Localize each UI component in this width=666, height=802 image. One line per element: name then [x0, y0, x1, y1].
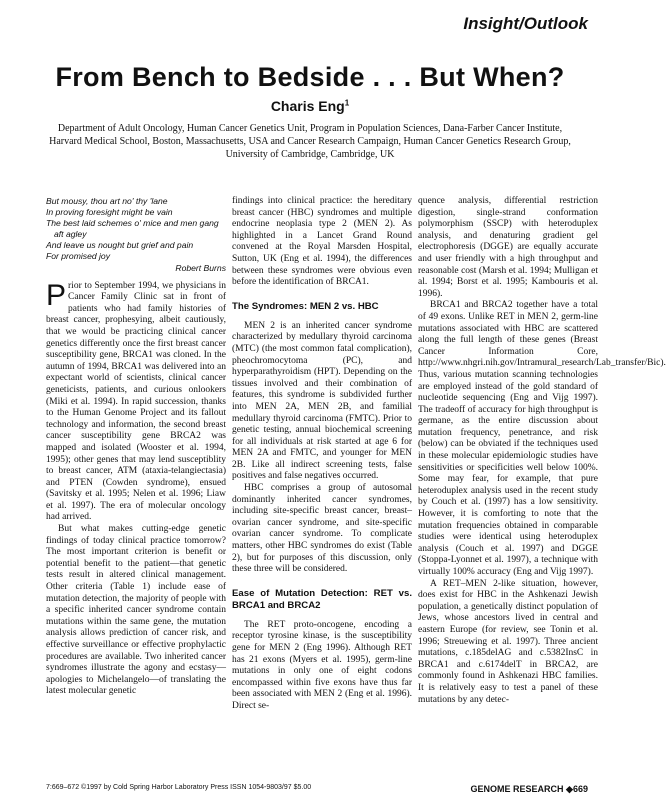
- author-affiliation: Department of Adult Oncology, Human Cancer Genetics Unit, Program in Population Sciences, Dana-Farber Cancer Institute, Harvard Medical School, Boston, Massachusetts, USA and Cancer Research Campaign, Human Cancer Genetics Research Group, University of Cambridge, Cambridge, UK: [49, 123, 571, 160]
- section-heading: The Syndromes: MEN 2 vs. HBC: [232, 300, 379, 312]
- intro-paragraph: [46, 278, 226, 524]
- article-title: From Bench to Bedside . . . But When?: [55, 62, 565, 92]
- column-2: [232, 196, 412, 713]
- footer-journal-page: GENOME RESEARCH ◆669: [470, 784, 588, 794]
- body-paragraph: A RET–MEN 2-like situation, however, does exist for HBC in the Ashkenazi Jewish population, a genetically distinct population of Jews, whose ancestors lived in central and eastern Europe (for review, see Tonin et al. 1996; Streuewing et al. 1997). Three ancient mutations, c.185delAG and c.5382InsC in BRCA1 and c.6174delT in BRCA2, are commonly found in Ashkenazi HBC families. It is relatively easy to test a panel of these mutations by any detec-: [418, 578, 598, 705]
- article-author: [0, 98, 620, 114]
- body-paragraph: MEN 2 is an inherited cancer syndrome characterized by medullary thyroid carcinoma (MTC) (the most common fatal complication), pheochromocytoma (PC), and hyperparathyroidism (HPT). Depending on the tissues involved and their combination of features, this syndrome is subdivided further into MEN 2A, MEN 2B, and familial medullary thyroid carcinoma (FMTC). Prior to genetic testing, annual biochemical screening for all individuals at risk started at age 6 for MEN 2A and FMTC, and younger for MEN 2B. Like all indirect screening tests, false positives and false negatives occurred.: [232, 320, 412, 482]
- epigraph-attribution: Robert Burns: [175, 263, 226, 273]
- epigraph-line: aft agley: [54, 229, 87, 239]
- drop-cap: P: [46, 278, 67, 312]
- column-3: [418, 196, 666, 706]
- intro-text: rior to September 1994, we physicians in Cancer Family Clinic sat in front of patients who had family histories of breast cancer, prophesying, albeit cautiously, that we would be practicing clinical cancer genetics differently once the first breast cancer susceptibility gene, BRCA1 was cloned. In the autumn of 1994, BRCA1 was delivered into an expectant world of scientists, clinical cancer geneticists, patients, and curious onlookers (Miki et al. 1994). In rapid succession, thanks to the Human Genome Project and its fallout technology and information, the second breast cancer susceptibility gene BRCA2 was mapped and isolated (Wooster et al. 1994, 1995); other genes that may lend susceptiblity to breast cancer, ATM (ataxia-telangiectasia) and PTEN (Cowden syndrome), ensued (Savitsky et al. 1995; Nelen et al. 1996; Liaw et al. 1997). The era of molecular oncology had arrived.: [46, 280, 226, 523]
- epigraph: [46, 196, 226, 262]
- author-footnote-mark: 1: [344, 98, 350, 108]
- column-1: [46, 196, 226, 698]
- epigraph-line: And leave us nought but grief and pain: [46, 240, 194, 250]
- body-paragraph: The RET proto-oncogene, encoding a receptor tyrosine kinase, is the susceptibility gene for MEN 2 (Eng 1996). Although RET has 21 exons (Myers et al. 1995), germ-line mutations in only one of eight codons encompassed within five exons have thus far been associated with MEN 2 (Eng et al. 1996). Direct se-: [232, 619, 412, 711]
- epigraph-line: But mousy, thou art no' thy 'lane: [46, 196, 168, 206]
- epigraph-line: In proving foresight might be vain: [46, 207, 173, 217]
- body-paragraph: BRCA1 and BRCA2 together have a total of 49 exons. Unlike RET in MEN 2, germ-line mutations associated with HBC are scattered along the full length of these genes (Breast Cancer Information Core, http://www.nhgri.nih.gov/Intramural_research/Lab_transfer/Bic). Thus, various mutation scanning technologies are employed instead of the gold standard of nucleotide sequencing (Eng and Vijg 1997). The tradeoff of accuracy for high throughput is germane, as the entire discussion about mutation frequency, penetrance, and risk (below) can be obviated if the techniques used in these molecular epidemiologic studies have sensitivities or specificities well below 100%. Some may fear, for example, that pure heteroduplex analysis used in the recent study by Couch et al. (1997) has a low sensitivity. However, it is comforting to note that the mutation frequencies obtained in comparable studies were identical using heteroduplex analysis (Couch et al. 1997) and DGGE (Stoppa-Lyonnet et al. 1997), a technique with virtually 100% accuracy (Eng and Vijg 1997).: [418, 300, 666, 577]
- section-heading: Ease of Mutation Detection: RET vs. BRCA1 and BRCA2: [232, 587, 412, 611]
- body-paragraph: quence analysis, differential restriction digestion, single-strand conformation polymorphism (SSCP) with heteroduplex analysis, and denaturing gradient gel electrophoresis (DGGE) are equally accurate and user friendly with a high throughput and reasonable cost (Marsh et al. 1994; Mulligan et al. 1994; Borst et al. 1995; Kambouris et al. 1996).: [418, 196, 598, 299]
- section-tag: Insight/Outlook: [463, 14, 588, 33]
- epigraph-line: The best laid schemes o' mice and men gang: [46, 218, 219, 228]
- footer-citation: 7:669–672 ©1997 by Cold Spring Harbor Laboratory Press ISSN 1054-9803/97 $5.00: [46, 784, 312, 791]
- body-paragraph: But what makes cutting-edge genetic findings of today clinical practice tomorrow? The most important criterion is benefit or potential benefit to the patient—that genetic tests result in altered clinical management. Other criteria (Table 1) include ease of mutation detection, the majority of people with a specific inherited cancer syndrome contain mutations within the same gene, the mutation analysis allows prediction of cancer risk, and effective surveillance or effective prophylactic procedures are available. Two inherited cancer syndromes illustrate the agony and ecstasy—apologies to Michelangelo—of translating the latest molecular genetic: [46, 524, 226, 697]
- author-name: Charis Eng: [270, 98, 345, 114]
- body-paragraph: findings into clinical practice: the hereditary breast cancer (HBC) syndromes and multiple endocrine neoplasia type 2 (MEN 2). As highlighted in a Lancet Grand Round convened at the Royal Marsden Hospital, Sutton, UK (Eng et al. 1994), the differences between these syndromes were obvious even before the identification of BRCA1.: [232, 196, 412, 288]
- body-paragraph: HBC comprises a group of autosomal dominantly inherited cancer syndromes, including site-specific breast cancer, breast–ovarian cancer syndrome, and site-specific ovarian cancer syndrome. To complicate matters, other HBC syndromes do exist (Table 2), but for purposes of this discussion, only these three will be considered.: [232, 483, 412, 575]
- epigraph-line: For promised joy: [46, 251, 110, 261]
